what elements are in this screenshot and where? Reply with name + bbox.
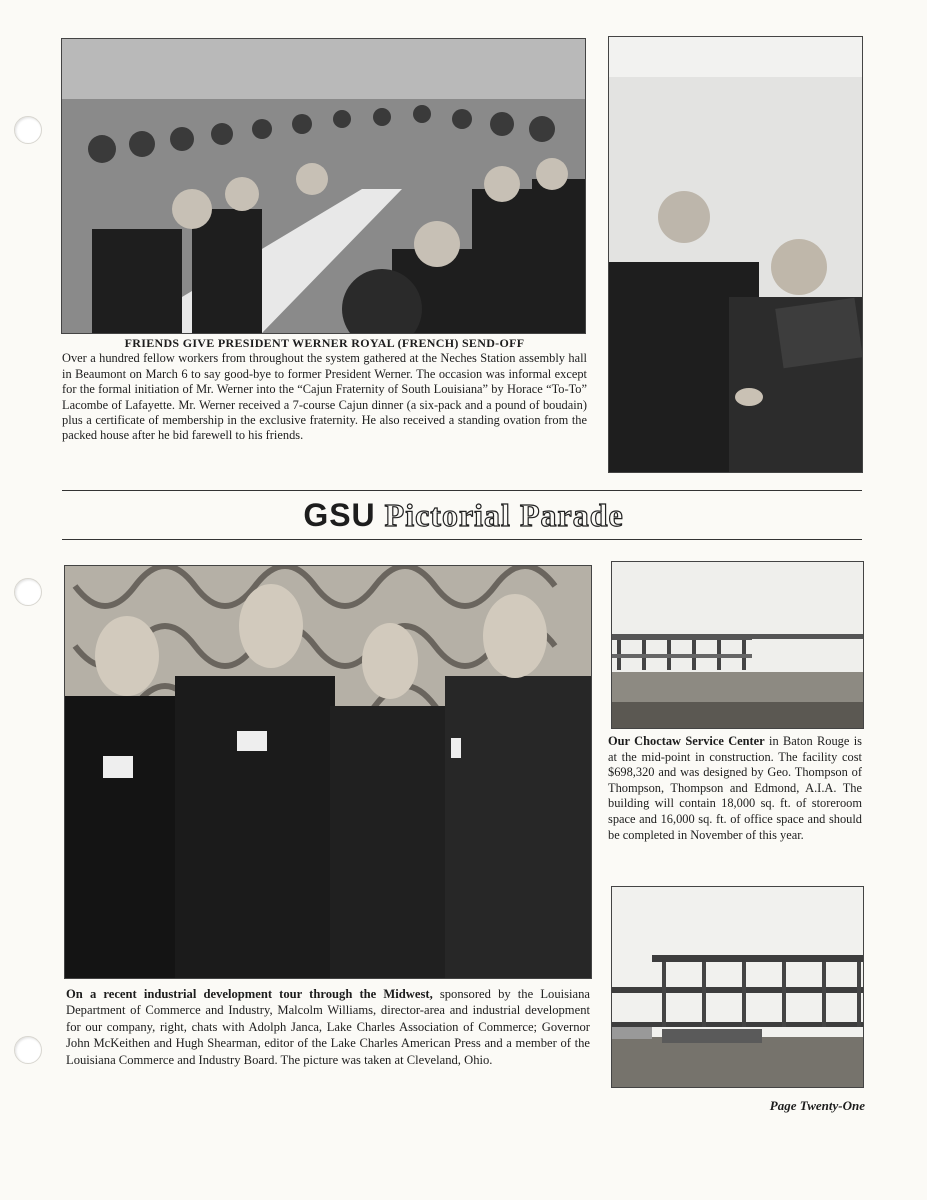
choctaw-caption-body: in Baton Rouge is at the mid-point in construction. The facility cost $698,320 and was designed by Geo. Thompson of Thompson, Thompson and Edmond, A.I.A. The building will contain 18,000 sq. ft. of storeroom space and 16,000 sq. ft. of office space and should be completed in November of this year. <box>608 734 862 842</box>
choctaw-caption-lead: Our Choctaw Service Center <box>608 734 765 748</box>
construction-site-photo-1 <box>611 561 864 729</box>
send-off-caption <box>62 336 587 444</box>
section-rule-bottom <box>62 539 862 540</box>
section-title-pictorial-parade: Pictorial Parade <box>384 497 624 533</box>
handshake-photo <box>608 36 863 473</box>
send-off-headline: FRIENDS GIVE PRESIDENT WERNER ROYAL (FRENCH) SEND-OFF <box>124 336 525 350</box>
midwest-tour-group-photo <box>64 565 592 979</box>
binder-hole-top <box>14 116 42 144</box>
midwest-caption-body: sponsored by the Louisiana Department of Commerce and Industry, Malcolm Williams, director-area and industrial development for our company, right, chats with Adolph Janca, Lake Charles Association of Commerce; Governor John McKeithen and Hugh Shearman, editor of the Lake Charles American Press and a member of the Louisiana Commerce and Industry Board. The picture was taken at Cleveland, Ohio. <box>66 987 590 1067</box>
binder-hole-bottom <box>14 1036 42 1064</box>
midwest-caption <box>66 986 590 1068</box>
binder-hole-middle <box>14 578 42 606</box>
section-title <box>0 497 927 534</box>
choctaw-caption <box>608 734 862 843</box>
send-off-body: Over a hundred fellow workers from throughout the system gathered at the Neches Station assembly hall in Beaumont on March 6 to say good-bye to former President Werner. The occasion was informal except for the formal initiation of Mr. Werner into the “Cajun Fraternity of South Louisiana” by Horace “To-To” Lacombe of Lafayette. Mr. Werner received a 7-course Cajun dinner (a six-pack and a pound of boudain) plus a certificate of membership in the exclusive fraternity. He also received a standing ovation from the packed house after he bid farewell to his friends. <box>62 351 587 443</box>
section-rule-top <box>62 490 862 491</box>
page-number: Page Twenty-One <box>769 1098 865 1113</box>
section-title-gsu: GSU <box>303 497 376 533</box>
banquet-crowd-photo <box>61 38 586 334</box>
midwest-caption-lead: On a recent industrial development tour through the Midwest, <box>66 987 433 1001</box>
construction-site-photo-2 <box>611 886 864 1088</box>
